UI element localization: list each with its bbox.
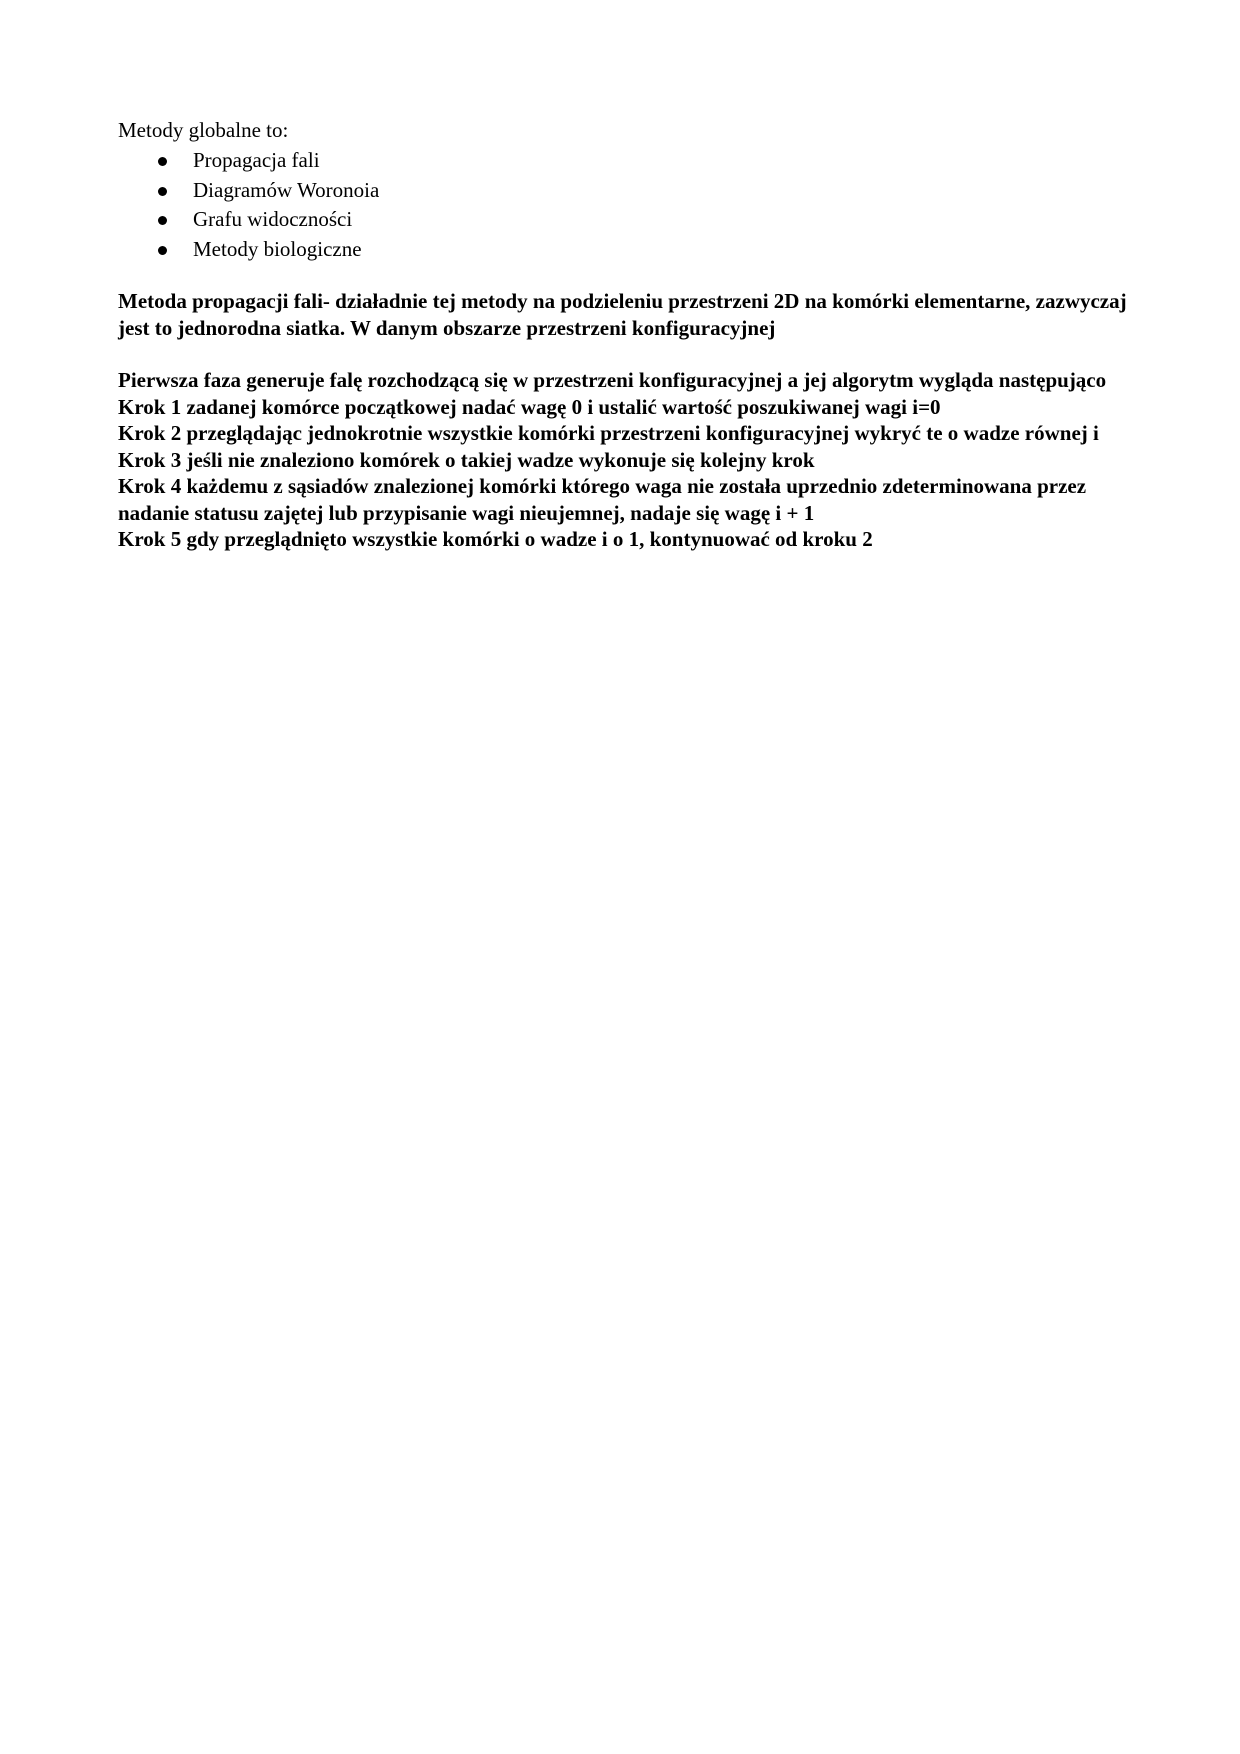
bullet-icon: [158, 216, 167, 225]
step-5: Krok 5 gdy przeglądnięto wszystkie komórki o wadze i o 1, kontynuować od kroku 2: [118, 527, 873, 551]
list-item-text: Metody biologiczne: [193, 236, 362, 261]
bullet-icon: [158, 187, 167, 196]
step-2: Krok 2 przeglądając jednokrotnie wszystkie komórki przestrzeni konfiguracyjnej wykryć te o wadze równej i: [118, 421, 1099, 445]
list-item: [118, 146, 1128, 176]
methods-list: [118, 146, 1128, 264]
document-page: [118, 116, 1128, 553]
list-item-text: Diagramów Woronoia: [193, 177, 380, 202]
paragraph-wave-propagation: Metoda propagacji fali- działadnie tej metody na podzieleniu przestrzeni 2D na komórki elementarne, zazwyczaj jest to jednorodna siatka. W danym obszarze przestrzeni konfiguracyjnej: [118, 289, 1127, 340]
bullet-icon: [158, 246, 167, 255]
list-item: [118, 235, 1128, 265]
intro-line: Metody globalne to:: [118, 118, 289, 142]
list-item-text: Grafu widoczności: [193, 207, 353, 231]
paragraph-first-phase: Pierwsza faza generuje falę rozchodzącą się w przestrzeni konfiguracyjnej a jej algorytm wygląda następująco: [118, 368, 1107, 392]
list-item-text: Propagacja fali: [193, 148, 320, 172]
step-1: Krok 1 zadanej komórce początkowej nadać wagę 0 i ustalić wartość poszukiwanej wagi i=0: [118, 394, 941, 419]
step-3: Krok 3 jeśli nie znaleziono komórek o takiej wadze wykonuje się kolejny krok: [118, 447, 815, 472]
list-item: [118, 205, 1128, 235]
bullet-icon: [158, 157, 167, 166]
step-4: Krok 4 każdemu z sąsiadów znalezionej komórki którego waga nie została uprzednio zdeterminowana przez nadanie statusu zajętej lub przypisanie wagi nieujemnej, nadaje się wagę i + 1: [118, 474, 1087, 525]
list-item: [118, 176, 1128, 206]
